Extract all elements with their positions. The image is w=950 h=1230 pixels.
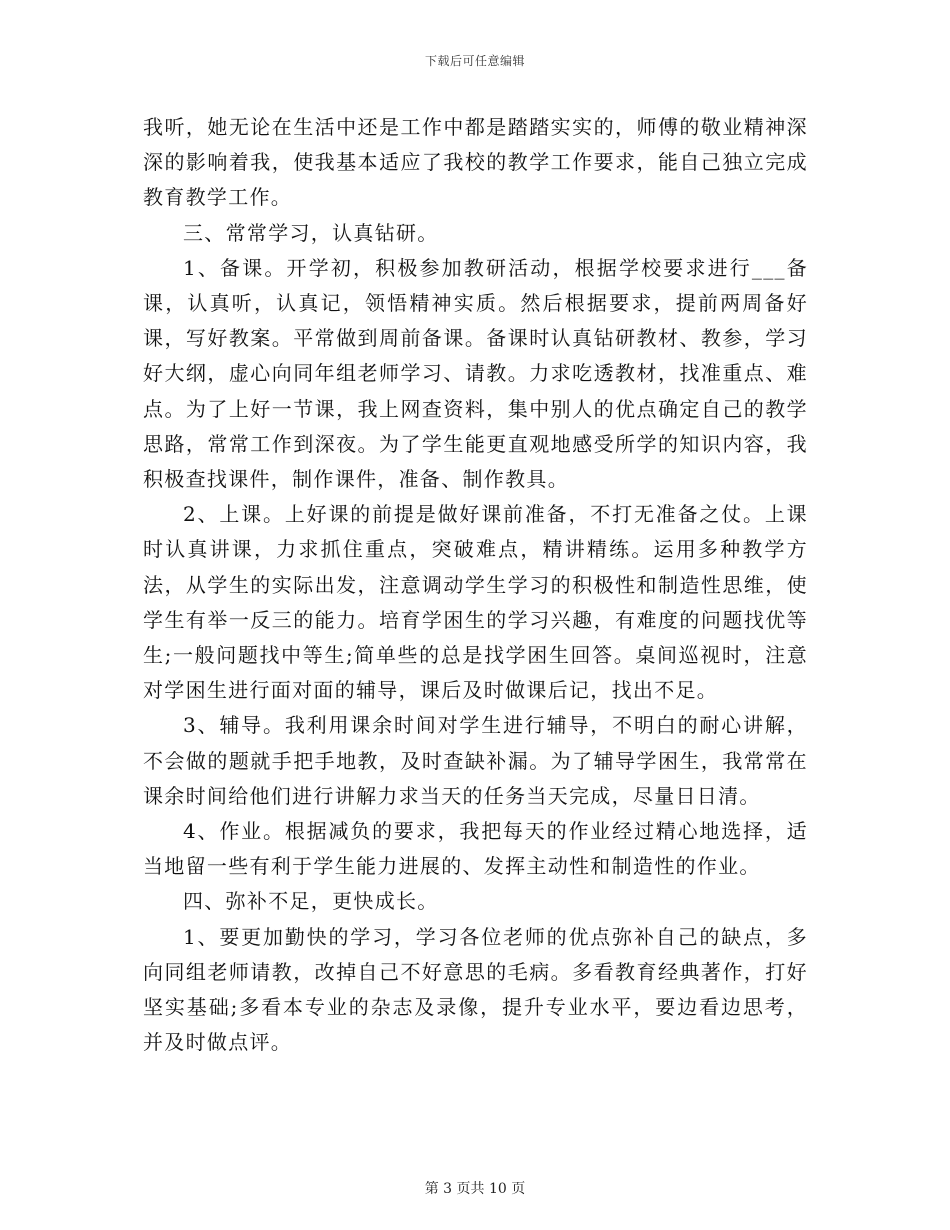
paragraph-improvement: 1、要更加勤快的学习，学习各位老师的优点弥补自己的缺点，多向同组老师请教，改掉自己不好意思的毛病。多看教育经典著作，打好坚实基础;多看本专业的杂志及录像，提升专业水平，要边看边思考，并及时做点评。 (143, 924, 808, 1055)
page-header: 下载后可任意编辑 (424, 54, 525, 68)
paragraph-tutoring: 3、辅导。我利用课余时间对学生进行辅导，不明白的耐心讲解，不会做的题就手把手地教，及时查缺补漏。为了辅导学困生，我常常在课余时间给他们进行讲解力求当天的任务当天完成，尽量日日清。 (143, 713, 808, 808)
section-heading-3: 三、常常学习，认真钻研。 (183, 220, 439, 245)
page-footer: 第 3 页共 10 页 (424, 1181, 526, 1197)
paragraph-1: 我听，她无论在生活中还是工作中都是踏踏实实的，师傅的敬业精神深深的影响着我，使我基本适应了我校的教学工作要求，能自己独立完成教育教学工作。 (143, 115, 808, 210)
paragraph-teaching: 2、上课。上好课的前提是做好课前准备，不打无准备之仗。上课时认真讲课，力求抓住重点，突破难点，精讲精练。运用多种教学方法，从学生的实际出发，注意调动学生学习的积极性和制造性思维，使学生有举一反三的能力。培育学困生的学习兴趣，有难度的问题找优等生;一般问题找中等生;简单些的总是找学困生回答。桌间巡视时，注意对学困生进行面对面的辅导，课后及时做课后记，找出不足。 (143, 502, 808, 703)
paragraph-homework: 4、作业。根据减负的要求，我把每天的作业经过精心地选择，适当地留一些有利于学生能力进展的、发挥主动性和制造性的作业。 (143, 819, 808, 879)
paragraph-lesson-prep: 1、备课。开学初，积极参加教研活动，根据学校要求进行___备课，认真听，认真记，领悟精神实质。然后根据要求，提前两周备好课，写好教案。平常做到周前备课。备课时认真钻研教材、教参，学习好大纲，虚心向同年组老师学习、请教。力求吃透教材，找准重点、难点。为了上好一节课，我上网查资料，集中别人的优点确定自己的教学思路，常常工作到深夜。为了学生能更直观地感受所学的知识内容，我积极查找课件，制作课件，准备、制作教具。 (143, 255, 808, 492)
document-body (143, 110, 808, 1060)
section-heading-4: 四、弥补不足，更快成长。 (183, 889, 439, 914)
